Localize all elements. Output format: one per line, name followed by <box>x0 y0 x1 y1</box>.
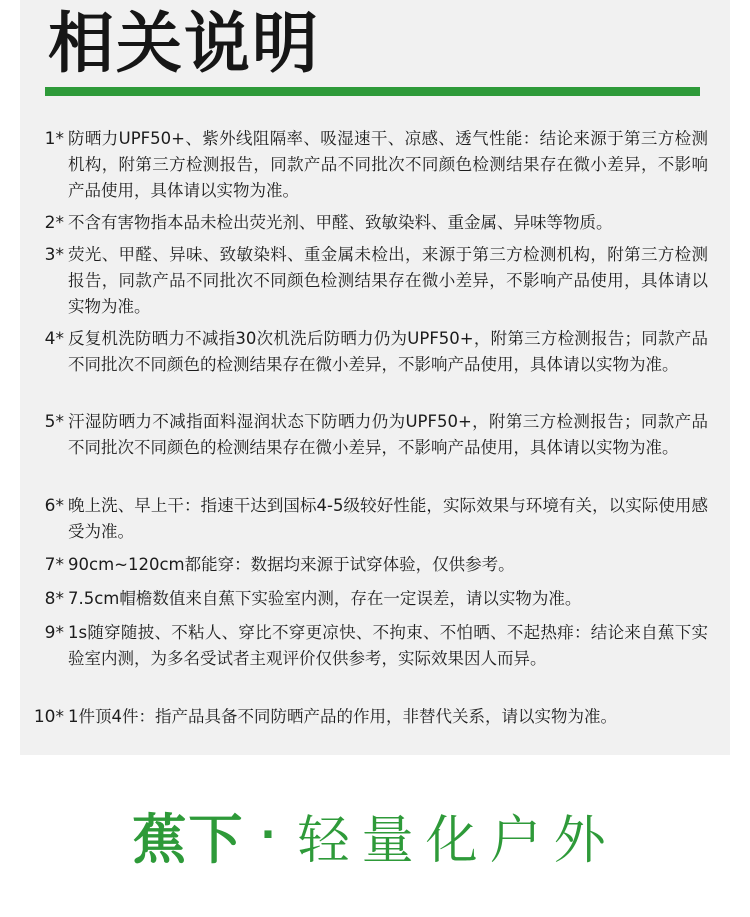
note-text: 反复机洗防晒力不减指30次机洗后防晒力仍为UPF50+，附第三方检测报告；同款产品不同批次不同颜色的检测结果存在微小差异，不影响产品使用，具体请以实物为准。 <box>68 329 708 374</box>
note-text: 防晒力UPF50+、紫外线阻隔率、吸湿速干、凉感、透气性能：结论来源于第三方检测机构，附第三方检测报告，同款产品不同批次不同颜色检测结果存在微小差异，不影响产品使用，具体请以实物为准。 <box>68 129 708 200</box>
note-text: 1s随穿随披、不粘人、穿比不穿更凉快、不拘束、不怕晒、不起热痱：结论来自蕉下实验室内测，为多名受试者主观评价仅供参考，实际效果因人而异。 <box>68 623 708 668</box>
brand-logo-text: 蕉下 <box>132 807 245 871</box>
note-text: 1件顶4件：指产品具备不同防晒产品的作用，非替代关系，请以实物为准。 <box>68 707 617 726</box>
note-text: 不含有害物指本品未检出荧光剂、甲醛、致敏染料、重金属、异味等物质。 <box>68 213 613 232</box>
note-number: 8* <box>44 589 64 609</box>
page-title: 相关说明 <box>48 5 320 82</box>
note-number: 7* <box>44 555 64 575</box>
note-number: 4* <box>44 329 64 349</box>
note-number: 10* <box>33 707 64 727</box>
note-text: 7.5cm帽檐数值来自蕉下实验室内测，存在一定误差，请以实物为准。 <box>68 589 582 608</box>
brand-separator: · <box>260 812 276 858</box>
note-text: 90cm~120cm都能穿：数据均来源于试穿体验，仅供参考。 <box>68 555 515 574</box>
note-number: 3* <box>44 245 64 265</box>
note-number: 9* <box>44 623 64 643</box>
note-text: 荧光、甲醛、异味、致敏染料、重金属未检出，来源于第三方检测机构，附第三方检测报告，同款产品不同批次不同颜色检测结果存在微小差异，不影响产品使用，具体请以实物为准。 <box>68 245 708 316</box>
brand-slogan: 轻量化户外 <box>297 810 618 871</box>
note-number: 5* <box>44 412 64 432</box>
title-divider <box>45 87 700 96</box>
note-text: 汗湿防晒力不减指面料湿润状态下防晒力仍为UPF50+，附第三方检测报告；同款产品不同批次不同颜色的检测结果存在微小差异，不影响产品使用，具体请以实物为准。 <box>68 412 708 457</box>
brand-footer <box>0 800 750 870</box>
note-text: 晚上洗、早上干：指速干达到国标4-5级较好性能，实际效果与环境有关，以实际使用感受为准。 <box>68 496 708 541</box>
note-number: 6* <box>44 496 64 516</box>
note-number: 1* <box>44 129 64 149</box>
note-number: 2* <box>44 213 64 233</box>
